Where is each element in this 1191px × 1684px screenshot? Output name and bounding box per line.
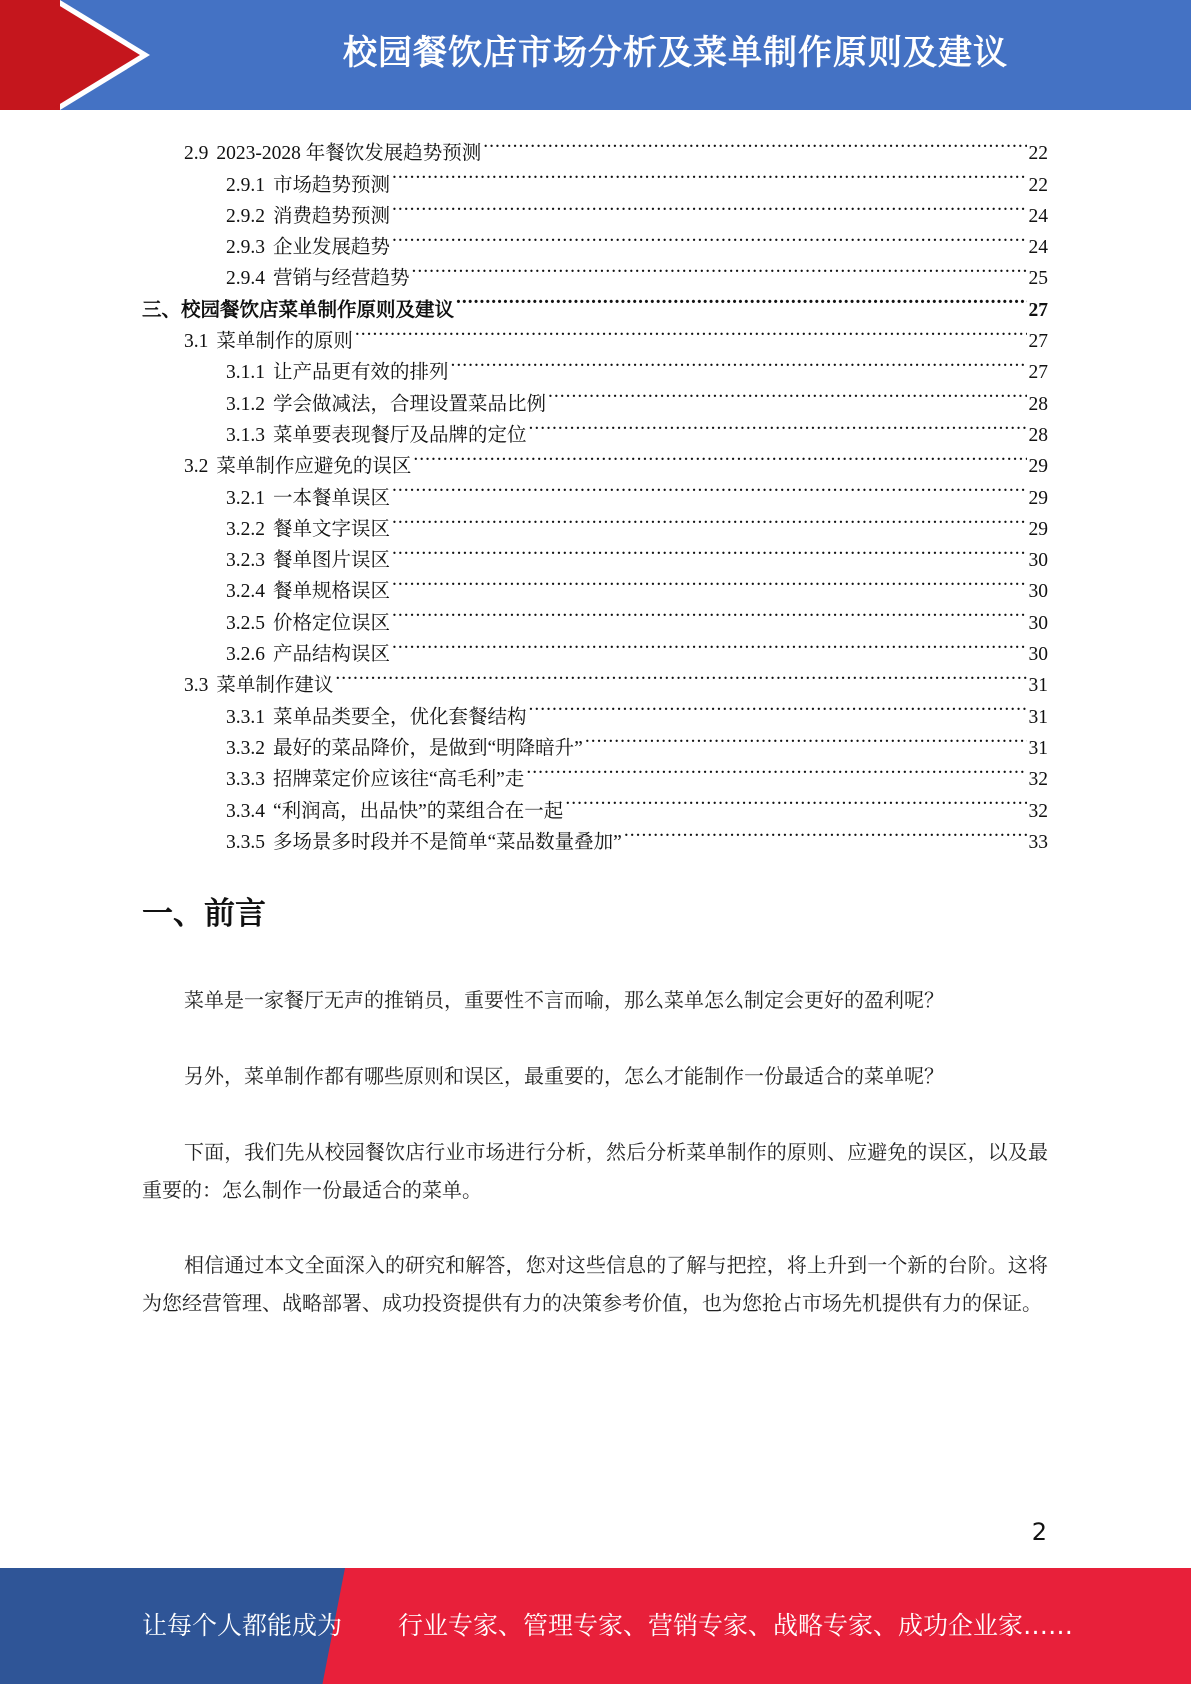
toc-entry-number: 3.1.1: [226, 362, 265, 384]
toc-dot-leader: [529, 410, 1027, 441]
toc-dot-leader: [565, 785, 1026, 816]
toc-entry-title: 菜单制作建议: [216, 675, 334, 697]
toc-dot-leader: [451, 347, 1027, 378]
document-title: 校园餐饮店市场分析及菜单制作原则及建议: [343, 33, 1008, 73]
toc-dot-leader: [392, 159, 1026, 190]
page-header: [0, 0, 1191, 110]
toc-entry-number: 3.2.6: [226, 644, 265, 666]
toc-entry-page: 24: [1028, 205, 1048, 227]
toc-entry-page: 32: [1028, 800, 1048, 822]
toc-entry-title: 学会做减法，合理设置菜品比例: [273, 393, 547, 415]
toc-entry-title: 营销与经营趋势: [273, 268, 410, 290]
toc-entry-page: 22: [1028, 143, 1048, 165]
toc-entry-title: 餐单文字误区: [273, 518, 391, 540]
toc-dot-leader: [529, 691, 1027, 722]
toc-entry-title: 菜单要表现餐厅及品牌的定位: [273, 424, 527, 446]
toc-dot-leader: [392, 191, 1026, 222]
paragraph: 相信通过本文全面深入的研究和解答，您对这些信息的了解与把控，将上升到一个新的台阶。这将为您经营管理、战略部署、成功投资提供有力的决策参考价值，也为您抢占市场先机提供有力的保证。: [142, 1255, 1048, 1315]
toc-entry-title: 市场趋势预测: [273, 174, 391, 196]
toc-entry-number: 3.3.3: [226, 769, 265, 791]
toc-dot-leader: [392, 629, 1026, 660]
toc-entry-number: 3.2.4: [226, 581, 265, 603]
toc-entry-number: 2.9.4: [226, 268, 265, 290]
toc-dot-leader: [412, 253, 1027, 284]
paragraph: 下面，我们先从校园餐饮店行业市场进行分析，然后分析菜单制作的原则、应避免的误区，以及最重要的：怎么制作一份最适合的菜单。: [142, 1142, 1048, 1202]
toc-entry-title: 消费趋势预测: [273, 205, 391, 227]
toc-entry-title: 2023-2028 年餐饮发展趋势预测: [216, 143, 482, 165]
toc-entry-number: 3.3.1: [226, 706, 265, 728]
toc-entry-number: 3.2: [184, 456, 209, 478]
toc-dot-leader: [392, 504, 1026, 535]
toc-dot-leader: [392, 566, 1026, 597]
toc-dot-leader: [392, 535, 1026, 566]
toc-entry-page: 29: [1028, 456, 1048, 478]
toc-entry-number: 2.9.1: [226, 174, 265, 196]
toc-entry-title: 让产品更有效的排列: [273, 362, 449, 384]
header-arrow-icon: [50, 0, 140, 110]
footer-slogan-right: 行业专家、管理专家、营销专家、战略专家、成功企业家……: [398, 1611, 1074, 1640]
toc-dot-leader: [585, 723, 1027, 754]
toc-dot-leader: [392, 472, 1026, 503]
toc-entry-page: 27: [1028, 362, 1048, 384]
toc-dot-leader: [413, 441, 1026, 472]
toc-entry-page: 32: [1028, 769, 1048, 791]
toc-entry-page: 29: [1028, 518, 1048, 540]
toc-entry-title: 最好的菜品降价，是做到“明降暗升”: [273, 737, 583, 759]
toc-entry-page: 28: [1028, 424, 1048, 446]
toc-entry-title: 价格定位误区: [273, 612, 391, 634]
toc-entry-number: 2.9: [184, 143, 209, 165]
page-number: 2: [1031, 1518, 1047, 1546]
toc-entry-title: 多场景多时段并不是简单“菜品数量叠加”: [273, 831, 622, 853]
toc-dot-leader: [624, 817, 1027, 848]
toc-entry-page: 27: [1028, 331, 1048, 353]
toc-entry-page: 30: [1028, 644, 1048, 666]
toc-entry-page: 25: [1028, 268, 1048, 290]
toc-entry-title: 餐单图片误区: [273, 550, 391, 572]
toc-entry-title: 企业发展趋势: [273, 237, 391, 259]
toc-entry-number: 3.2.1: [226, 487, 265, 509]
toc-entry-number: 3.3.2: [226, 737, 265, 759]
toc-entry[interactable]: [142, 128, 1048, 165]
toc-entry-number: 2.9.2: [226, 205, 265, 227]
toc-entry-page: 22: [1028, 174, 1048, 196]
toc-entry-title: 菜单制作的原则: [216, 331, 353, 353]
toc-entry-page: 30: [1028, 550, 1048, 572]
footer-slogan-left: 让每个人都能成为: [142, 1611, 343, 1640]
toc-entry-page: 33: [1028, 831, 1048, 853]
toc-entry-number: 3.1.2: [226, 393, 265, 415]
toc-entry-number: 3.3.4: [226, 800, 265, 822]
toc-entry-number: 3.3: [184, 675, 209, 697]
toc-entry-page: 24: [1028, 237, 1048, 259]
toc-dot-leader: [526, 754, 1026, 785]
toc-entry-page: 30: [1028, 581, 1048, 603]
toc-dot-leader: [483, 128, 1026, 159]
toc-entry-number: 3.1.3: [226, 424, 265, 446]
page-footer: [0, 1568, 1191, 1684]
toc-entry-number: 2.9.3: [226, 237, 265, 259]
toc-entry-title: 三、校园餐饮店菜单制作原则及建议: [142, 299, 455, 321]
toc-entry-title: 菜单制作应避免的误区: [216, 456, 412, 478]
section-heading: 一、前言: [142, 896, 266, 932]
toc-entry-number: 3.1: [184, 331, 209, 353]
toc-entry-title: 菜单品类要全，优化套餐结构: [273, 706, 527, 728]
toc-dot-leader: [392, 597, 1026, 628]
toc-entry-page: 30: [1028, 612, 1048, 634]
toc-dot-leader: [392, 222, 1026, 253]
toc-entry-page: 31: [1028, 737, 1048, 759]
toc-entry-title: 一本餐单误区: [273, 487, 391, 509]
toc-entry-title: 餐单规格误区: [273, 581, 391, 603]
toc-entry-number: 3.2.5: [226, 612, 265, 634]
toc-entry-title: 产品结构误区: [273, 644, 391, 666]
toc-entry-page: 31: [1028, 706, 1048, 728]
toc-entry-page: 27: [1028, 299, 1048, 321]
toc-entry-number: 3.3.5: [226, 831, 265, 853]
toc-dot-leader: [355, 316, 1027, 347]
toc-entry-page: 31: [1028, 675, 1048, 697]
toc-entry-title: “利润高，出品快”的菜组合在一起: [273, 800, 564, 822]
toc-dot-leader: [548, 378, 1026, 409]
table-of-contents: [142, 128, 1048, 853]
paragraph: 菜单是一家餐厅无声的推销员，重要性不言而喻，那么菜单怎么制定会更好的盈利呢？: [184, 990, 944, 1012]
paragraph: 另外，菜单制作都有哪些原则和误区，最重要的，怎么才能制作一份最适合的菜单呢？: [184, 1066, 944, 1088]
toc-entry-title: 招牌菜定价应该往“高毛利”走: [273, 769, 525, 791]
toc-dot-leader: [335, 660, 1026, 691]
toc-entry-number: 3.2.2: [226, 518, 265, 540]
toc-dot-leader: [456, 284, 1026, 315]
toc-entry-number: 3.2.3: [226, 550, 265, 572]
toc-entry-page: 28: [1028, 393, 1048, 415]
toc-entry-page: 29: [1028, 487, 1048, 509]
